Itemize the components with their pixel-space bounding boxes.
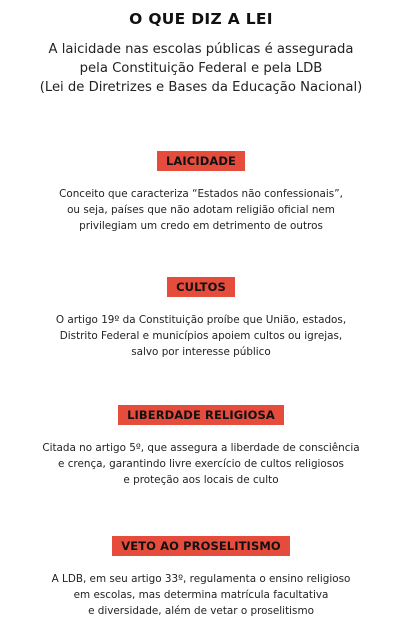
section-tag: LAICIDADE: [157, 151, 245, 171]
section-laicidade: [0, 150, 402, 234]
description-line: em escolas, mas determina matrícula facultativa: [73, 589, 329, 601]
section-description: [0, 186, 402, 234]
section-liberdade-religiosa: [0, 404, 402, 488]
description-line: Citada no artigo 5º, que assegura a liberdade de consciência: [42, 442, 360, 454]
section-tag: CULTOS: [167, 277, 235, 297]
description-line: Conceito que caracteriza “Estados não confessionais”,: [59, 188, 343, 200]
section-cultos: [0, 276, 402, 360]
description-line: A LDB, em seu artigo 33º, regulamenta o ensino religioso: [51, 573, 351, 585]
section-description: [0, 571, 402, 619]
description-line: privilegiam um credo em detrimento de outros: [79, 220, 323, 232]
section-tag: LIBERDADE RELIGIOSA: [118, 405, 284, 425]
page-subtitle: [0, 40, 402, 97]
section-tag: VETO AO PROSELITISMO: [112, 536, 290, 556]
section-veto-proselitismo: [0, 535, 402, 619]
subtitle-line: A laicidade nas escolas públicas é assegurada: [48, 42, 354, 57]
description-line: O artigo 19º da Constituição proíbe que União, estados,: [55, 314, 347, 326]
section-description: [0, 440, 402, 488]
description-line: ou seja, países que não adotam religião oficial nem: [67, 204, 335, 216]
section-description: [0, 312, 402, 360]
subtitle-line: pela Constituição Federal e pela LDB: [79, 61, 323, 76]
description-line: e diversidade, além de vetar o proselitismo: [88, 605, 314, 617]
description-line: e proteção aos locais de culto: [123, 474, 279, 486]
description-line: salvo por interesse público: [131, 346, 271, 358]
subtitle-line: (Lei de Diretrizes e Bases da Educação Nacional): [39, 80, 363, 95]
description-line: e crença, garantindo livre exercício de cultos religiosos: [58, 458, 344, 470]
page-title: O QUE DIZ A LEI: [129, 10, 273, 28]
description-line: Distrito Federal e municípios apoiem cultos ou igrejas,: [59, 330, 343, 342]
